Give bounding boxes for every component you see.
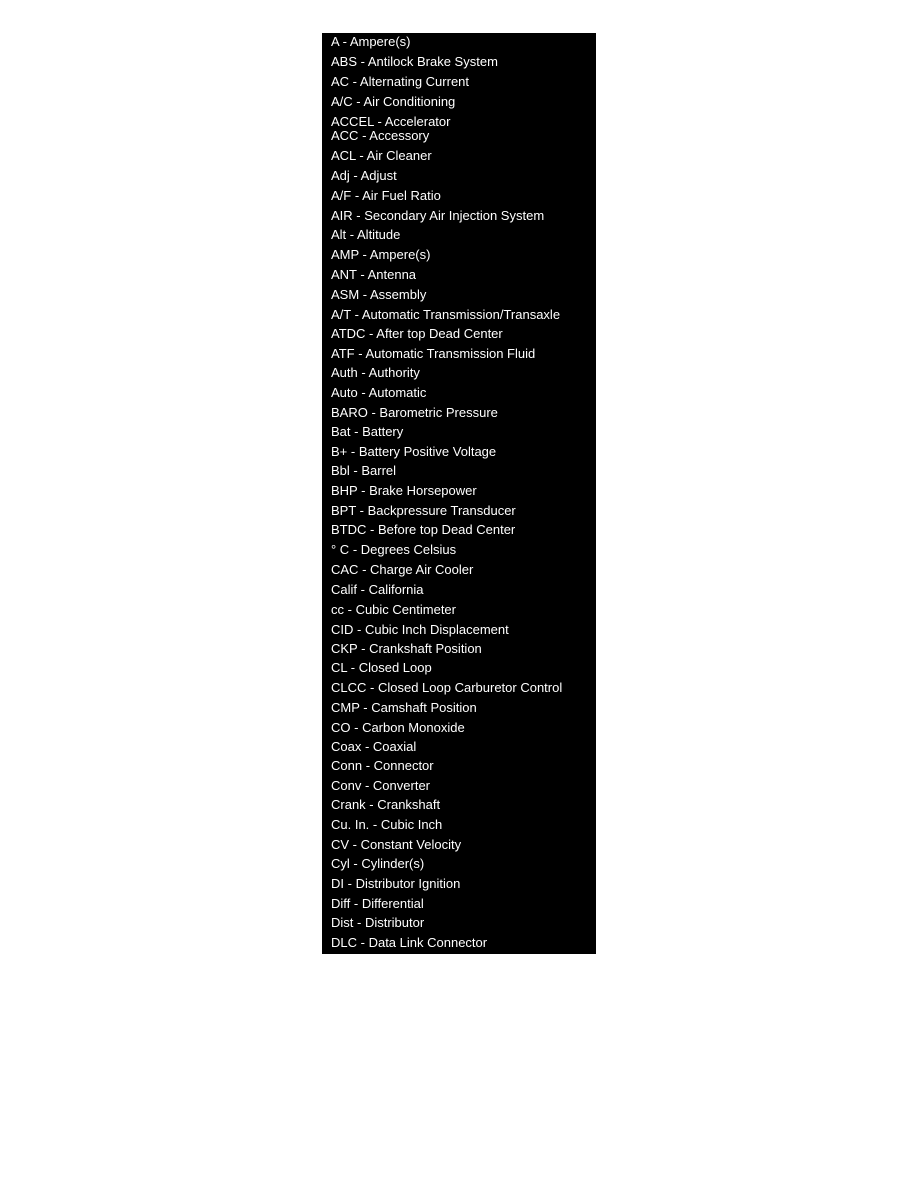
abbreviation-code: Alt xyxy=(331,227,347,242)
abbreviation-separator: - xyxy=(349,168,361,183)
abbreviation-code: Auth xyxy=(331,365,358,380)
abbreviation-definition: Altitude xyxy=(357,227,401,242)
abbreviation-row xyxy=(331,837,461,853)
abbreviation-separator: - xyxy=(349,74,360,89)
abbreviation-definition: Coaxial xyxy=(372,739,417,754)
abbreviation-separator: - xyxy=(347,444,359,459)
abbreviation-definition: Data Link Connector xyxy=(368,935,488,950)
abbreviation-row xyxy=(331,385,426,401)
abbreviation-row xyxy=(331,444,496,460)
abbreviation-separator: - xyxy=(356,267,368,282)
abbreviation-separator: - xyxy=(353,622,365,637)
abbreviation-code: ACL xyxy=(331,148,356,163)
abbreviation-separator: - xyxy=(350,424,363,439)
abbreviation-definition: Antilock Brake System xyxy=(367,54,498,69)
abbreviation-code: CAC xyxy=(331,562,359,577)
abbreviation-row xyxy=(331,94,455,110)
abbreviation-row xyxy=(331,208,544,224)
abbreviation-row xyxy=(331,660,432,676)
abbreviation-code: cc xyxy=(331,602,344,617)
abbreviation-definition: Accelerator xyxy=(384,114,451,129)
abbreviation-row xyxy=(331,227,400,243)
abbreviation-row xyxy=(331,307,560,323)
abbreviation-definition: Before top Dead Center xyxy=(377,522,516,537)
abbreviation-definition: Antenna xyxy=(367,267,417,282)
abbreviation-code: Calif xyxy=(331,582,358,597)
abbreviation-definition: Barometric Pressure xyxy=(379,405,498,420)
abbreviation-row xyxy=(331,562,473,578)
abbreviation-row xyxy=(331,856,424,872)
abbreviation-definition: Crankshaft xyxy=(377,797,441,812)
abbreviation-code: Conv xyxy=(331,778,362,793)
abbreviation-separator: - xyxy=(349,463,362,478)
abbreviation-row xyxy=(331,641,482,657)
abbreviation-definition: Converter xyxy=(372,778,430,793)
abbreviation-code: Conn xyxy=(331,758,363,773)
abbreviation-row xyxy=(331,74,469,90)
abbreviation-code: BHP xyxy=(331,483,358,498)
abbreviation-row xyxy=(331,128,429,144)
abbreviation-code: CO xyxy=(331,720,351,735)
abbreviation-row xyxy=(331,188,441,204)
abbreviation-code: ANT xyxy=(331,267,357,282)
abbreviation-code: DI xyxy=(331,876,344,891)
abbreviation-separator: - xyxy=(358,562,371,577)
abbreviation-separator: - xyxy=(357,385,369,400)
abbreviation-row xyxy=(331,602,456,618)
abbreviation-code: Bbl xyxy=(331,463,350,478)
abbreviation-separator: - xyxy=(367,405,380,420)
abbreviation-separator: - xyxy=(344,876,356,891)
abbreviation-row xyxy=(331,817,442,833)
abbreviation-definition: Distributor Ignition xyxy=(355,876,461,891)
abbreviation-separator: - xyxy=(355,148,367,163)
abbreviation-separator: - xyxy=(369,817,381,832)
abbreviation-definition: Charge Air Cooler xyxy=(370,562,474,577)
abbreviation-separator: - xyxy=(338,34,350,49)
abbreviation-definition: Differential xyxy=(361,896,424,911)
abbreviation-row xyxy=(331,582,424,598)
abbreviation-definition: Alternating Current xyxy=(359,74,470,89)
abbreviation-definition: Camshaft Position xyxy=(371,700,477,715)
abbreviation-code: Auto xyxy=(331,385,358,400)
abbreviation-separator: - xyxy=(346,227,358,242)
abbreviation-definition: Crankshaft Position xyxy=(369,641,482,656)
abbreviation-definition: Ampere(s) xyxy=(349,34,411,49)
abbreviation-row xyxy=(331,720,465,736)
abbreviation-code: ATF xyxy=(331,346,355,361)
abbreviation-definition: Brake Horsepower xyxy=(369,483,477,498)
abbreviation-separator: - xyxy=(358,247,370,262)
abbreviation-separator: - xyxy=(357,935,369,950)
abbreviation-separator: - xyxy=(353,915,365,930)
abbreviation-row xyxy=(331,346,535,362)
abbreviation-separator: - xyxy=(357,641,370,656)
abbreviation-row xyxy=(331,503,516,519)
abbreviation-row xyxy=(331,54,498,70)
abbreviation-code: BARO xyxy=(331,405,368,420)
abbreviation-row xyxy=(331,915,424,931)
abbreviation-separator: - xyxy=(359,700,372,715)
abbreviation-separator: - xyxy=(357,54,368,69)
abbreviation-code: BTDC xyxy=(331,522,367,537)
abbreviation-code: Dist xyxy=(331,915,354,930)
abbreviation-definition: Automatic Transmission Fluid xyxy=(365,346,536,361)
abbreviation-definition: Battery Positive Voltage xyxy=(358,444,497,459)
abbreviation-code: ACCEL xyxy=(331,114,374,129)
abbreviation-code: AMP xyxy=(331,247,359,262)
abbreviation-row xyxy=(331,424,403,440)
abbreviation-row xyxy=(331,267,416,283)
abbreviation-row xyxy=(331,935,487,951)
abbreviation-row xyxy=(331,463,396,479)
abbreviation-code: ABS xyxy=(331,54,358,69)
abbreviation-row xyxy=(331,896,424,912)
abbreviation-separator: - xyxy=(356,503,368,518)
abbreviation-separator: - xyxy=(351,307,362,322)
abbreviation-definition: Constant Velocity xyxy=(360,837,462,852)
abbreviations-panel xyxy=(322,33,596,954)
abbreviation-row xyxy=(331,622,509,638)
abbreviation-separator: - xyxy=(349,837,361,852)
abbreviation-code: CV xyxy=(331,837,350,852)
abbreviation-code: Adj xyxy=(331,168,350,183)
abbreviation-definition: Accessory xyxy=(369,128,430,143)
abbreviation-code: Cu. In. xyxy=(331,817,370,832)
abbreviation-definition: Closed Loop xyxy=(358,660,432,675)
abbreviation-separator: - xyxy=(347,660,359,675)
abbreviation-code: BPT xyxy=(331,503,357,518)
abbreviation-definition: Closed Loop Carburetor Control xyxy=(377,680,563,695)
abbreviation-code: ATDC xyxy=(331,326,366,341)
abbreviation-separator: - xyxy=(359,287,371,302)
abbreviation-separator: - xyxy=(349,542,361,557)
abbreviation-separator: - xyxy=(365,326,377,341)
abbreviation-code: A/F xyxy=(331,188,352,203)
abbreviation-separator: - xyxy=(357,483,370,498)
abbreviation-definition: Cubic Inch Displacement xyxy=(364,622,509,637)
abbreviation-separator: - xyxy=(344,602,356,617)
abbreviation-code: ASM xyxy=(331,287,360,302)
abbreviation-separator: - xyxy=(351,188,363,203)
abbreviation-definition: Automatic Transmission/Transaxle xyxy=(361,307,561,322)
abbreviation-row xyxy=(331,680,562,696)
abbreviation-separator: - xyxy=(358,128,370,143)
abbreviation-code: A xyxy=(331,34,339,49)
abbreviation-definition: Carbon Monoxide xyxy=(362,720,465,735)
abbreviation-code: Crank xyxy=(331,797,366,812)
abbreviation-separator: - xyxy=(350,896,362,911)
abbreviation-code: Diff xyxy=(331,896,351,911)
abbreviation-separator: - xyxy=(350,720,363,735)
abbreviation-definition: After top Dead Center xyxy=(376,326,503,341)
abbreviation-separator: - xyxy=(361,739,373,754)
abbreviation-separator: - xyxy=(349,856,362,871)
abbreviation-definition: Authority xyxy=(368,365,420,380)
abbreviation-definition: Battery xyxy=(362,424,404,439)
abbreviation-row xyxy=(331,739,416,755)
abbreviation-code: A/T xyxy=(331,307,351,322)
abbreviation-code: A/C xyxy=(331,94,353,109)
abbreviation-separator: - xyxy=(357,582,369,597)
abbreviation-definition: Adjust xyxy=(360,168,397,183)
abbreviation-code: Coax xyxy=(331,739,362,754)
abbreviation-definition: Secondary Air Injection System xyxy=(364,208,545,223)
abbreviation-separator: - xyxy=(373,114,385,129)
abbreviation-code: Bat xyxy=(331,424,351,439)
abbreviation-definition: Distributor xyxy=(364,915,425,930)
abbreviation-row xyxy=(331,483,477,499)
abbreviation-separator: - xyxy=(354,346,366,361)
abbreviation-row xyxy=(331,522,515,538)
abbreviation-row xyxy=(331,247,430,263)
abbreviation-code: AIR xyxy=(331,208,353,223)
abbreviation-row xyxy=(331,758,434,774)
abbreviation-row xyxy=(331,148,432,164)
abbreviation-separator: - xyxy=(362,758,374,773)
abbreviation-row xyxy=(331,542,456,558)
abbreviation-row xyxy=(331,168,397,184)
abbreviation-row xyxy=(331,287,426,303)
abbreviation-definition: Assembly xyxy=(370,287,427,302)
abbreviation-code: DLC xyxy=(331,935,358,950)
abbreviation-definition: Connector xyxy=(373,758,434,773)
abbreviation-definition: Ampere(s) xyxy=(369,247,431,262)
abbreviation-definition: Air Conditioning xyxy=(363,94,456,109)
abbreviation-code: CLCC xyxy=(331,680,367,695)
abbreviation-code: ACC xyxy=(331,128,359,143)
abbreviation-definition: Barrel xyxy=(361,463,397,478)
abbreviation-definition: Air Cleaner xyxy=(366,148,432,163)
abbreviation-row xyxy=(331,778,430,794)
abbreviation-code: B+ xyxy=(331,444,348,459)
abbreviation-definition: Degrees Celsius xyxy=(360,542,457,557)
abbreviation-definition: Cylinder(s) xyxy=(361,856,425,871)
abbreviation-separator: - xyxy=(366,680,378,695)
abbreviation-row xyxy=(331,326,503,342)
abbreviation-definition: Backpressure Transducer xyxy=(367,503,516,518)
abbreviation-separator: - xyxy=(352,208,365,223)
abbreviation-separator: - xyxy=(357,365,369,380)
abbreviation-code: Cyl xyxy=(331,856,350,871)
abbreviation-code: CID xyxy=(331,622,354,637)
abbreviation-separator: - xyxy=(361,778,373,793)
abbreviation-code: CL xyxy=(331,660,348,675)
abbreviation-definition: California xyxy=(368,582,424,597)
abbreviation-row xyxy=(331,700,477,716)
abbreviation-code: AC xyxy=(331,74,350,89)
abbreviation-code: ° C xyxy=(331,542,350,557)
abbreviation-separator: - xyxy=(352,94,364,109)
abbreviation-separator: - xyxy=(365,797,378,812)
abbreviation-row xyxy=(331,365,420,381)
abbreviation-code: CKP xyxy=(331,641,358,656)
abbreviation-row xyxy=(331,34,411,50)
abbreviation-definition: Cubic Inch xyxy=(380,817,443,832)
abbreviation-row xyxy=(331,876,460,892)
abbreviation-separator: - xyxy=(366,522,378,537)
abbreviation-row xyxy=(331,797,440,813)
abbreviation-definition: Air Fuel Ratio xyxy=(362,188,441,203)
abbreviation-row xyxy=(331,405,498,421)
abbreviation-code: CMP xyxy=(331,700,360,715)
abbreviation-definition: Automatic xyxy=(368,385,427,400)
abbreviation-definition: Cubic Centimeter xyxy=(355,602,456,617)
